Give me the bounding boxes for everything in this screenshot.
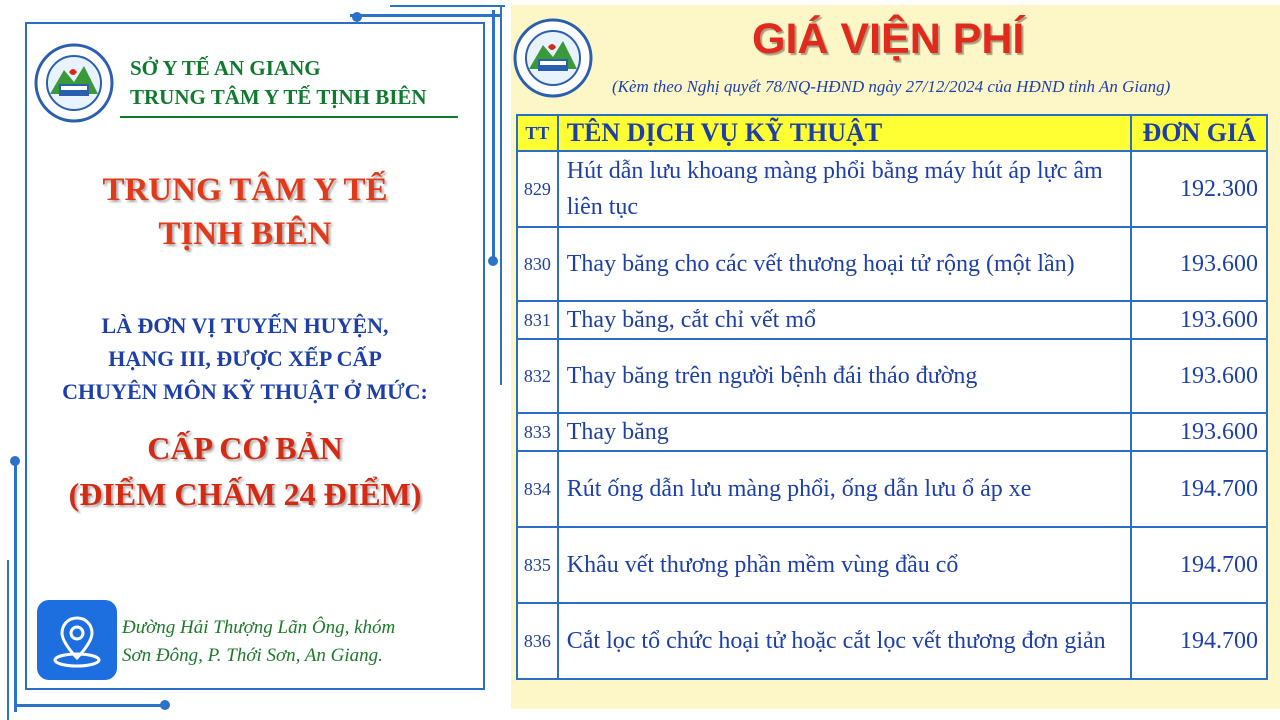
frame-line-left-vertical [14,462,17,712]
row-service: Khâu vết thương phần mềm vùng đầu cổ [558,527,1132,603]
row-price: 194.700 [1131,603,1267,679]
row-service: Thay băng [558,413,1132,451]
address-text [122,614,395,670]
column-header-service: TÊN DỊCH VỤ KỸ THUẬT [558,115,1132,151]
price-subtitle: (Kèm theo Nghị quyết 78/NQ-HĐND ngày 27/12/2024 của HĐND tỉnh An Giang) [612,77,1171,96]
table-row [517,527,1267,603]
frame-dot-3 [10,456,20,466]
row-price: 193.600 [1131,301,1267,339]
description-line3: CHUYÊN MÔN KỸ THUẬT Ở MỨC: [62,379,428,404]
row-price: 193.600 [1131,227,1267,301]
level-line1: CẤP CƠ BẢN [147,430,343,466]
row-service: Hút dẫn lưu khoang màng phổi bằng máy hút áp lực âm liên tục [558,151,1132,227]
row-tt: 836 [517,603,558,679]
org-name-department: SỞ Y TẾ AN GIANG [130,56,321,80]
frame-line-left-vertical-2 [7,560,9,720]
frame-line-right-vertical-2 [500,5,502,385]
frame-line-top-left-2 [390,5,505,7]
table-row [517,227,1267,301]
frame-line-top-left [350,14,500,17]
row-tt: 832 [517,339,558,413]
frame-dot-2 [488,256,498,266]
row-price: 194.700 [1131,527,1267,603]
frame-dot-4 [160,700,170,710]
row-price: 193.600 [1131,339,1267,413]
location-pin-icon [37,600,117,680]
row-service: Cắt lọc tổ chức hoại tử hoặc cắt lọc vết thương đơn giản [558,603,1132,679]
column-header-tt: TT [517,115,558,151]
table-row [517,451,1267,527]
address-line2: Sơn Đông, P. Thới Sơn, An Giang. [122,645,383,666]
frame-line-right-vertical [492,10,495,260]
level-line2: (ĐIỂM CHẤM 24 ĐIỂM) [68,476,422,512]
row-tt: 834 [517,451,558,527]
table-row [517,301,1267,339]
address-line1: Đường Hải Thượng Lãn Ông, khóm [122,617,396,638]
row-service: Thay băng, cắt chỉ vết mổ [558,301,1132,339]
table-row [517,151,1267,227]
table-row [517,339,1267,413]
center-title-line1: TRUNG TÂM Y TẾ [102,172,388,208]
table-header-row [517,115,1267,151]
row-service: Rút ống dẫn lưu màng phổi, ống dẫn lưu ổ áp xe [558,451,1132,527]
row-tt: 833 [517,413,558,451]
hospital-logo-right [513,15,593,101]
row-price: 193.600 [1131,413,1267,451]
row-service: Thay băng trên người bệnh đái tháo đường [558,339,1132,413]
frame-dot-1 [352,12,362,22]
column-header-price: ĐƠN GIÁ [1131,115,1267,151]
description-line2: HẠNG III, ĐƯỢC XẾP CẤP [108,346,382,371]
frame-line-bottom [14,704,164,707]
row-price: 194.700 [1131,451,1267,527]
row-tt: 829 [517,151,558,227]
price-title: GIÁ VIỆN PHÍ [752,15,1025,63]
row-tt: 831 [517,301,558,339]
row-service: Thay băng cho các vết thương hoại tử rộng (một lần) [558,227,1132,301]
price-table [516,114,1268,680]
row-tt: 835 [517,527,558,603]
table-row [517,603,1267,679]
org-name-center: TRUNG TÂM Y TẾ TỊNH BIÊN [130,85,427,109]
table-row [517,413,1267,451]
center-title-line2: TỊNH BIÊN [158,216,332,252]
row-tt: 830 [517,227,558,301]
org-underline [120,116,458,118]
description-line1: LÀ ĐƠN VỊ TUYẾN HUYỆN, [101,313,389,338]
hospital-logo [34,40,114,126]
row-price: 192.300 [1131,151,1267,227]
